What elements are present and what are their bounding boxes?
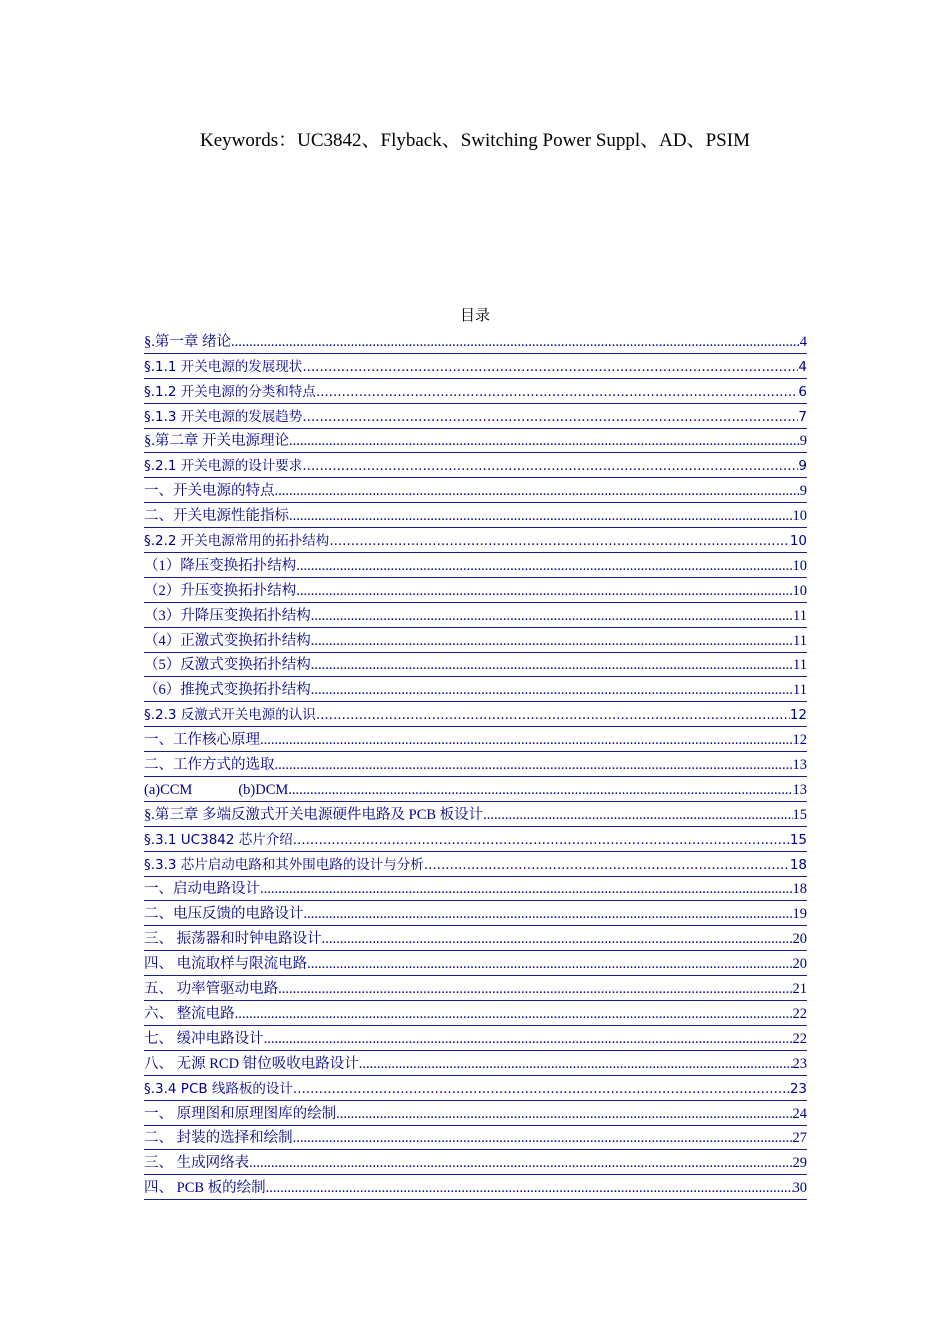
toc-entry-label: §.2.2 开关电源常用的拓扑结构 <box>144 533 330 550</box>
toc-entry-label: §.1.2 开关电源的分类和特点 <box>144 383 316 400</box>
toc-entry-label: §.1.3 开关电源的发展趋势 <box>144 408 303 425</box>
toc-entry-label: 三、 振荡器和时钟电路设计 <box>144 931 322 948</box>
toc-entry[interactable] <box>144 951 807 976</box>
toc-entry-label: 八、 无源 RCD 钳位吸收电路设计 <box>144 1055 359 1072</box>
toc-entry-label: 五、 功率管驱动电路 <box>144 981 279 998</box>
toc-entry[interactable] <box>144 1051 807 1076</box>
toc-entry-label: §.第三章 多端反激式开关电源硬件电路及 PCB 板设计 <box>144 806 484 823</box>
toc-entry-leader-dots <box>264 1030 793 1049</box>
toc-entry-leader-dots <box>235 1005 793 1024</box>
toc-entry-page-number: 13 <box>792 781 807 798</box>
toc-entry-leader-dots <box>311 632 793 651</box>
toc-entry[interactable] <box>144 354 807 379</box>
toc-entry-leader-dots <box>231 333 800 352</box>
toc-entry-label: 四、 电流取样与限流电路 <box>144 956 308 973</box>
toc-entry-label: §.2.1 开关电源的设计要求 <box>144 458 303 475</box>
toc-entry-label: §.3.1 UC3842 芯片介绍 <box>144 831 293 848</box>
table-of-contents <box>144 329 807 1200</box>
toc-entry-page-number: 19 <box>792 906 807 923</box>
toc-entry-leader-dots <box>278 980 792 999</box>
toc-entry-page-number: 22 <box>792 1030 807 1047</box>
toc-entry-leader-dots <box>293 1129 793 1148</box>
toc-entry[interactable] <box>144 976 807 1001</box>
toc-entry-label: 一、工作核心原理 <box>144 732 260 749</box>
toc-entry-page-number: 15 <box>792 806 807 823</box>
toc-entry-leader-dots <box>296 557 792 576</box>
toc-entry-leader-dots <box>359 1055 793 1074</box>
toc-entry[interactable] <box>144 1026 807 1051</box>
toc-entry-leader-dots <box>260 880 793 899</box>
toc-entry-page-number: 20 <box>792 956 807 973</box>
toc-entry-label: §.2.3 反激式开关电源的认识 <box>144 707 316 724</box>
toc-entry-label: 二、 封装的选择和绘制 <box>144 1130 293 1147</box>
toc-entry[interactable] <box>144 528 807 553</box>
toc-entry[interactable] <box>144 1001 807 1026</box>
toc-entry-page-number: 11 <box>793 632 807 649</box>
toc-entry-leader-dots <box>322 930 793 949</box>
toc-entry-page-number: 23 <box>789 1080 807 1097</box>
toc-entry[interactable] <box>144 926 807 951</box>
keywords-line: Keywords：UC3842、Flyback、Switching Power Suppl、AD、PSIM <box>200 130 750 151</box>
toc-entry-page-number: 11 <box>793 607 807 624</box>
toc-entry[interactable] <box>144 852 807 877</box>
toc-entry-leader-dots <box>424 856 790 875</box>
toc-entry-page-number: 10 <box>792 582 807 599</box>
toc-entry-label: 四、 PCB 板的绘制 <box>144 1180 266 1197</box>
toc-entry[interactable] <box>144 1076 807 1101</box>
toc-entry[interactable] <box>144 901 807 926</box>
toc-entry-page-number: 9 <box>798 458 807 475</box>
toc-entry-page-number: 9 <box>799 483 807 500</box>
toc-entry-page-number: 29 <box>792 1155 807 1172</box>
toc-entry[interactable] <box>144 752 807 777</box>
toc-entry-page-number: 10 <box>789 533 807 550</box>
toc-entry-label: （3）升降压变换拓扑结构 <box>144 607 311 624</box>
toc-entry[interactable] <box>144 379 807 404</box>
toc-entry-leader-dots <box>302 457 798 476</box>
toc-entry-page-number: 7 <box>798 408 807 425</box>
toc-entry[interactable] <box>144 603 807 628</box>
toc-entry[interactable] <box>144 329 807 354</box>
toc-entry-page-number: 23 <box>792 1055 807 1072</box>
toc-entry-label: （2）升压变换拓扑结构 <box>144 582 297 599</box>
toc-entry-leader-dots <box>293 1080 790 1099</box>
toc-entry-label: （4）正激式变换拓扑结构 <box>144 632 311 649</box>
toc-entry[interactable] <box>144 702 807 727</box>
toc-entry-label: 一、 原理图和原理图库的绘制 <box>144 1105 337 1122</box>
toc-entry[interactable] <box>144 503 807 528</box>
toc-entry-label: §.第二章 开关电源理论 <box>144 433 289 450</box>
toc-entry-page-number: 9 <box>799 433 807 450</box>
toc-entry[interactable] <box>144 727 807 752</box>
toc-entry-leader-dots <box>289 507 793 526</box>
toc-entry-page-number: 4 <box>798 358 807 375</box>
toc-entry[interactable] <box>144 478 807 503</box>
toc-entry[interactable] <box>144 777 807 802</box>
toc-entry-page-number: 12 <box>792 732 807 749</box>
toc-entry[interactable] <box>144 877 807 902</box>
toc-entry-leader-dots <box>304 905 793 924</box>
toc-entry-label: 二、开关电源性能指标 <box>144 508 289 525</box>
toc-entry-page-number: 15 <box>789 831 807 848</box>
toc-entry-label: （5）反激式变换拓扑结构 <box>144 657 311 674</box>
toc-entry-page-number: 10 <box>792 508 807 525</box>
toc-entry-label: 三、 生成网络表 <box>144 1155 250 1172</box>
toc-entry-leader-dots <box>311 656 793 675</box>
toc-entry[interactable] <box>144 1101 807 1126</box>
toc-entry-label: §.3.3 芯片启动电路和其外围电路的设计与分析 <box>144 856 424 873</box>
toc-entry-leader-dots <box>293 831 790 850</box>
toc-entry-page-number: 18 <box>789 856 807 873</box>
toc-entry-leader-dots <box>296 582 792 601</box>
toc-entry[interactable] <box>144 553 807 578</box>
toc-entry-page-number: 27 <box>792 1130 807 1147</box>
toc-entry-leader-dots <box>307 955 792 974</box>
toc-entry[interactable] <box>144 1175 807 1200</box>
toc-entry-page-number: 12 <box>789 707 807 724</box>
toc-entry-label: （6）推挽式变换拓扑结构 <box>144 682 311 699</box>
toc-entry-leader-dots <box>249 1154 792 1173</box>
toc-entry-label: 一、开关电源的特点 <box>144 483 275 500</box>
toc-entry-leader-dots <box>329 532 790 551</box>
toc-entry-page-number: 20 <box>792 931 807 948</box>
toc-entry[interactable] <box>144 628 807 653</box>
toc-entry-page-number: 21 <box>792 981 807 998</box>
toc-entry-leader-dots <box>336 1105 792 1124</box>
toc-entry-label: 二、电压反馈的电路设计 <box>144 906 304 923</box>
toc-entry-label: 七、 缓冲电路设计 <box>144 1030 264 1047</box>
toc-entry-page-number: 18 <box>792 881 807 898</box>
toc-entry-page-number: 24 <box>792 1105 807 1122</box>
toc-entry-label: §.第一章 绪论 <box>144 333 231 350</box>
toc-entry-label: 一、启动电路设计 <box>144 881 260 898</box>
toc-entry[interactable] <box>144 677 807 702</box>
toc-entry[interactable] <box>144 802 807 827</box>
toc-entry-label: (a)CCM <box>144 781 193 798</box>
toc-entry-leader-dots <box>302 358 798 377</box>
toc-entry-page-number: 11 <box>793 657 807 674</box>
toc-entry-leader-dots <box>316 706 790 725</box>
toc-entry-leader-dots <box>260 731 793 750</box>
toc-entry-page-number: 11 <box>793 682 807 699</box>
toc-entry-label: （1）降压变换拓扑结构 <box>144 557 297 574</box>
toc-entry-leader-dots <box>289 432 800 451</box>
toc-entry[interactable] <box>144 827 807 852</box>
toc-entry-leader-dots <box>311 681 793 700</box>
toc-entry-leader-dots <box>483 806 792 825</box>
toc-entry-leader-dots <box>302 408 798 427</box>
toc-entry-leader-dots <box>275 756 793 775</box>
toc-entry-label-secondary: (b)DCM <box>238 781 289 798</box>
toc-entry-leader-dots <box>266 1179 793 1198</box>
toc-entry-label: §.1.1 开关电源的发展现状 <box>144 358 303 375</box>
toc-entry[interactable] <box>144 453 807 478</box>
toc-entry-page-number: 30 <box>792 1180 807 1197</box>
toc-entry-label: 六、 整流电路 <box>144 1005 235 1022</box>
toc-entry-leader-dots <box>275 482 800 501</box>
toc-entry-page-number: 4 <box>799 333 807 350</box>
toc-entry-page-number: 6 <box>798 383 807 400</box>
toc-entry[interactable] <box>144 1150 807 1175</box>
toc-entry-leader-dots <box>311 607 793 626</box>
toc-entry[interactable] <box>144 1126 807 1151</box>
toc-entry-page-number: 22 <box>792 1005 807 1022</box>
toc-entry-page-number: 10 <box>792 557 807 574</box>
toc-entry[interactable] <box>144 429 807 454</box>
toc-title: 目录 <box>459 306 490 324</box>
toc-entry-label: §.3.4 PCB 线路板的设计 <box>144 1080 293 1097</box>
toc-entry-leader-dots <box>316 383 799 402</box>
toc-entry-leader-dots <box>288 781 792 800</box>
toc-entry-label: 二、工作方式的选取 <box>144 757 275 774</box>
toc-entry-page-number: 13 <box>792 757 807 774</box>
toc-entry[interactable] <box>144 404 807 429</box>
toc-entry[interactable] <box>144 653 807 678</box>
toc-entry[interactable] <box>144 578 807 603</box>
